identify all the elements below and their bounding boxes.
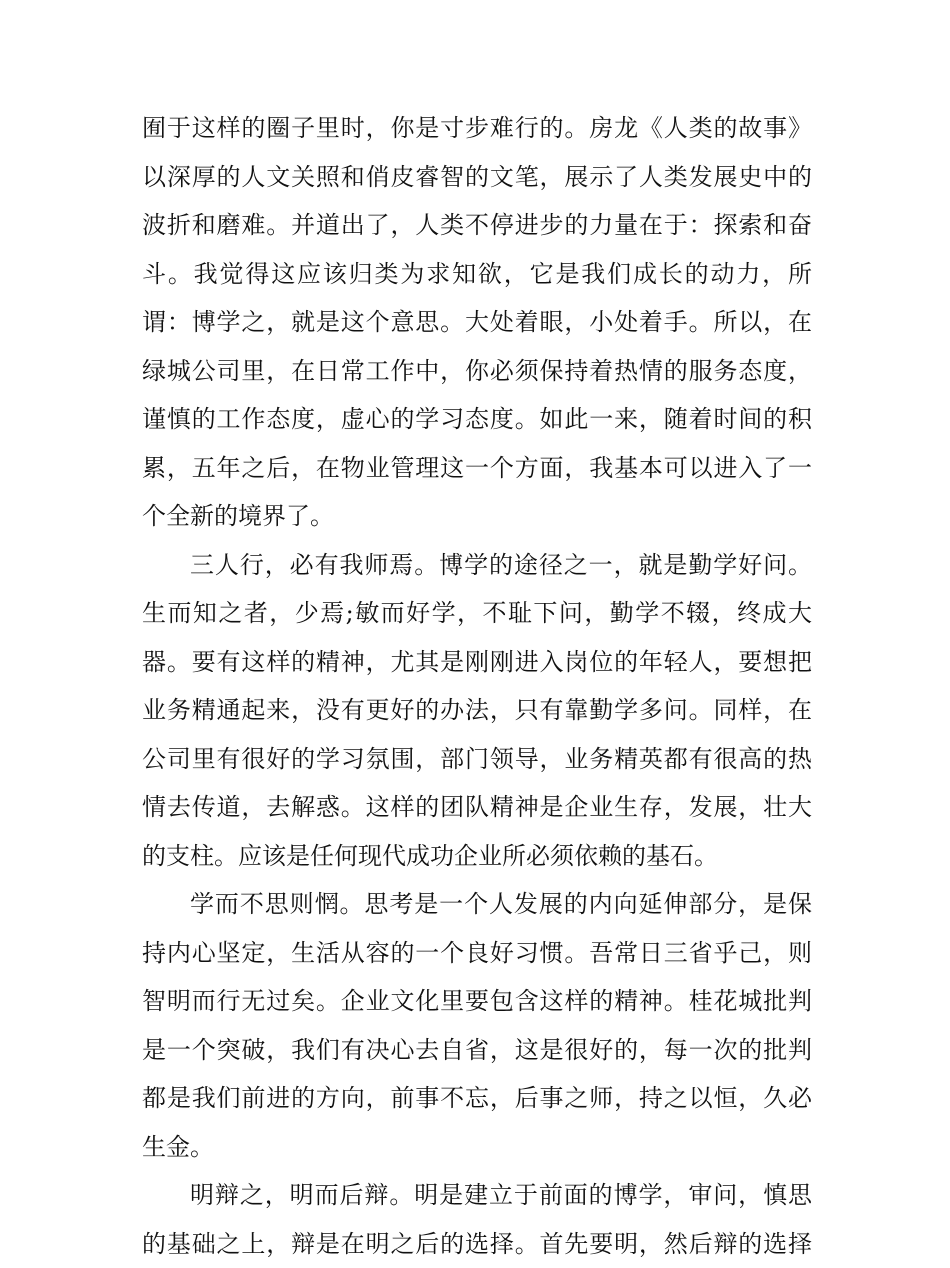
text-line: 谨慎的工作态度，虚心的学习态度。如此一来，随着时间的积	[142, 395, 812, 444]
text-line: 谓：博学之，就是这个意思。大处着眼，小处着手。所以，在	[142, 298, 812, 347]
text-line: 器。要有这样的精神，尤其是刚刚进入岗位的年轻人，要想把	[142, 638, 812, 687]
text-line: 斗。我觉得这应该归类为求知欲，它是我们成长的动力，所	[142, 250, 812, 299]
text-line: 情去传道，去解惑。这样的团队精神是企业生存，发展，壮大	[142, 783, 812, 832]
text-line: 的支柱。应该是任何现代成功企业所必须依赖的基石。	[142, 832, 812, 881]
text-line: 囿于这样的圈子里时，你是寸步难行的。房龙《人类的故事》	[142, 104, 812, 153]
document-body	[142, 104, 812, 1268]
text-line: 是一个突破，我们有决心去自省，这是很好的，每一次的批判	[142, 1026, 812, 1075]
paragraph-1	[142, 104, 812, 541]
text-line: 累，五年之后，在物业管理这一个方面，我基本可以进入了一	[142, 444, 812, 493]
text-line: 业务精通起来，没有更好的办法，只有靠勤学多问。同样，在	[142, 686, 812, 735]
paragraph-3	[142, 880, 812, 1171]
text-line: 个全新的境界了。	[142, 492, 812, 541]
text-line: 生金。	[142, 1123, 812, 1172]
paragraph-2	[142, 541, 812, 881]
paragraph-4	[142, 1171, 812, 1268]
text-line: 持内心坚定，生活从容的一个良好习惯。吾常日三省乎己，则	[142, 929, 812, 978]
text-line: 明辩之，明而后辩。明是建立于前面的博学，审问，慎思	[142, 1171, 812, 1220]
text-line: 智明而行无过矣。企业文化里要包含这样的精神。桂花城批判	[142, 977, 812, 1026]
text-line: 都是我们前进的方向，前事不忘，后事之师，持之以恒，久必	[142, 1074, 812, 1123]
text-line: 三人行，必有我师焉。博学的途径之一，就是勤学好问。	[142, 541, 812, 590]
text-line: 生而知之者，少焉;敏而好学，不耻下问，勤学不辍，终成大	[142, 589, 812, 638]
text-line: 波折和磨难。并道出了，人类不停进步的力量在于：探索和奋	[142, 201, 812, 250]
text-line: 学而不思则惘。思考是一个人发展的内向延伸部分，是保	[142, 880, 812, 929]
text-line: 绿城公司里，在日常工作中，你必须保持着热情的服务态度，	[142, 347, 812, 396]
text-line: 公司里有很好的学习氛围，部门领导，业务精英都有很高的热	[142, 735, 812, 784]
text-line: 以深厚的人文关照和俏皮睿智的文笔，展示了人类发展史中的	[142, 153, 812, 202]
text-line: 的基础之上，辩是在明之后的选择。首先要明，然后辩的选择	[142, 1220, 812, 1268]
